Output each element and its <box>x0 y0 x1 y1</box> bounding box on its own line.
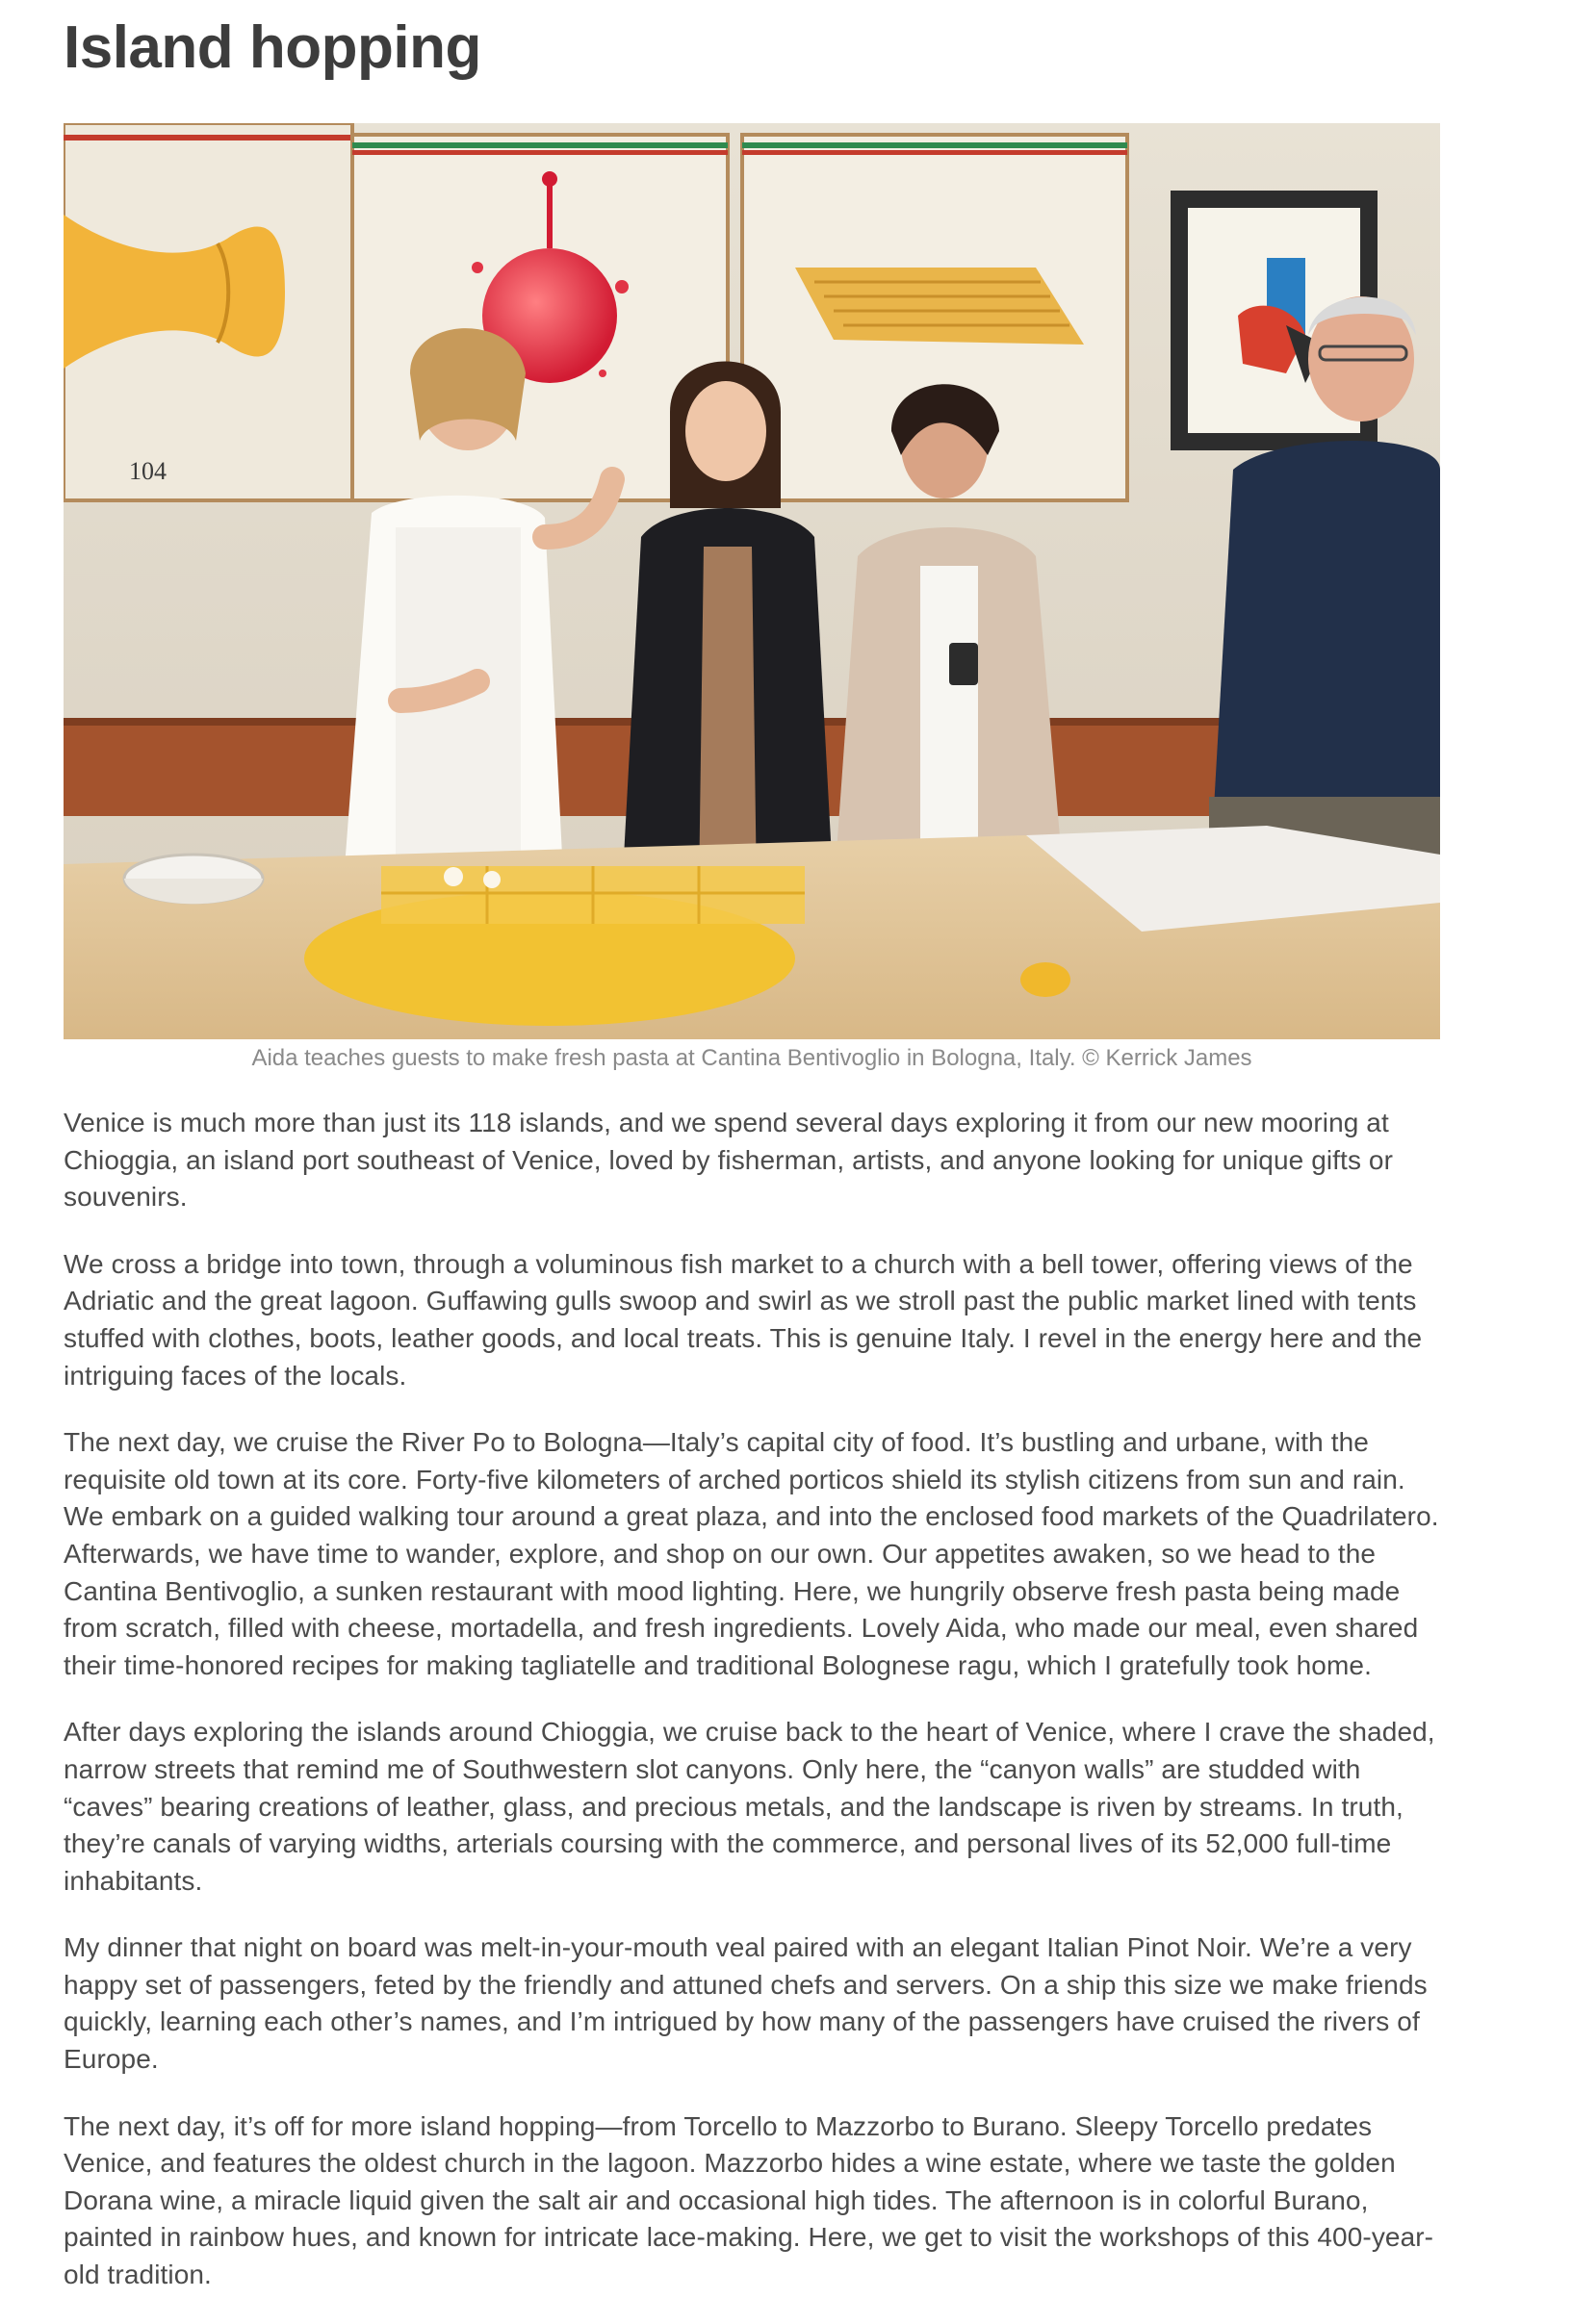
paragraph: My dinner that night on board was melt-in-your-mouth veal paired with an elegant Italian Pinot Noir. We’re a very happy set of passengers, feted by the friendly and attuned chefs and servers. On a ship this size we make friends quickly, learning each other’s names, and I’m intrigued by how many of the passengers have cruised the rivers of Europe. <box>64 1932 1428 2075</box>
paragraph: We cross a bridge into town, through a voluminous fish market to a church with a bell tower, offering views of the Adriatic and the great lagoon. Guffawing gulls swoop and swirl as we stroll past the public market lined with tents stuffed with clothes, boots, leather goods, and local treats. This is genuine Italy. I revel in the energy here and the intriguing faces of the locals. <box>64 1248 1423 1391</box>
article-figure <box>64 123 1440 1074</box>
paragraph: The next day, we cruise the River Po to Bologna—Italy’s capital city of food. It’s bustling and urbane, with the requisite old town at its core. Forty-five kilometers of arched porticos shield its stylish citizens from sun and rain. We embark on a guided walking tour around a great plaza, and into the enclosed food markets of the Quadrilatero. Afterwards, we have time to wander, explore, and shop on our own. Our appetites awaken, so we head to the Cantina Bentivoglio, a sunken restaurant with mood lighting. Here, we hungrily observe fresh pasta being made from scratch, filled with cheese, mortadella, and fresh ingredients. Lovely Aida, who made our meal, even shared their time-honored recipes for making tagliatelle and traditional Bolognese ragu, which I gratefully took home. <box>64 1427 1439 1680</box>
paragraph: After days exploring the islands around Chioggia, we cruise back to the heart of Venice, where I crave the shaded, narrow streets that remind me of Southwestern slot canyons. Only here, the “canyon walls” are studded with “caves” bearing creations of leather, glass, and precious metals, and the landscape is riven by streams. In truth, they’re canals of varying widths, arterials coursing with the commerce, and personal lives of its 52,000 full-time inhabitants. <box>64 1717 1435 1896</box>
paragraph: The next day, it’s off for more island hopping—from Torcello to Mazzorbo to Burano. Sleepy Torcello predates Venice, and features the oldest church in the lagoon. Mazzorbo hides a wine estate, where we taste the golden Dorana wine, a miracle liquid given the salt air and occasional high tides. The afternoon is in colorful Burano, painted in rainbow hues, and known for intricate lace-making. Here, we get to visit the workshops of this 400-year-old tradition. <box>64 2110 1434 2290</box>
poster-number: 104 <box>129 457 167 485</box>
article-title: Island hopping <box>64 14 481 81</box>
photo-illustration <box>64 123 1440 1039</box>
pasta-class-photo[interactable] <box>64 123 1440 1039</box>
paragraph: Venice is much more than just its 118 islands, and we spend several days exploring it from our new mooring at Chioggia, an island port southeast of Venice, loved by fisherman, artists, and anyone looking for unique gifts or souvenirs. <box>64 1108 1394 1213</box>
article-body <box>64 1105 1440 2294</box>
photo-caption: Aida teaches guests to make fresh pasta at Cantina Bentivoglio in Bologna, Italy. © Kerrick James <box>251 1045 1252 1071</box>
article <box>64 0 1440 2324</box>
